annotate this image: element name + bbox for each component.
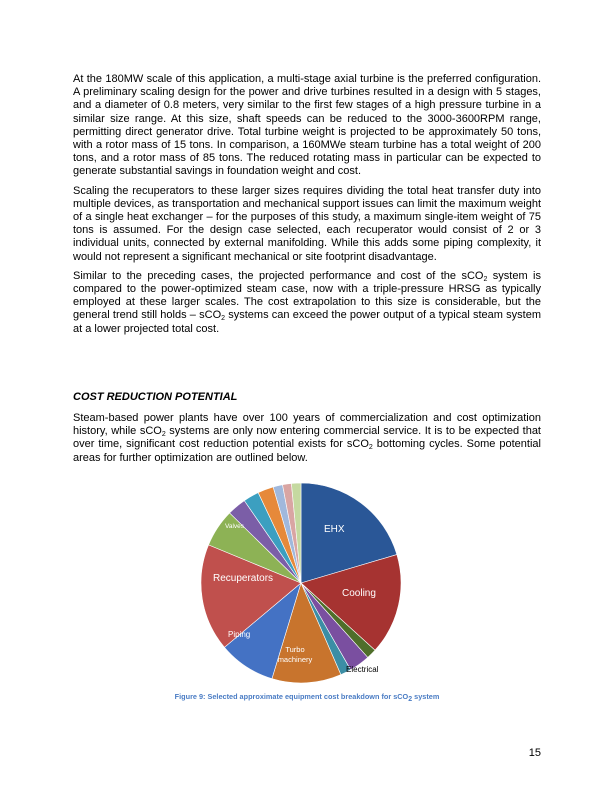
paragraph-recuperators: Scaling the recuperators to these larger sizes requires dividing the total heat transfer duty into multiple devices, as transportation and mechanical support issues can limit the maximum weight of a single heat exchanger – for the purposes of this study, a maximum single-item weight of 75 tons is assumed. For the design case selected, each recuperator would consist of 2 or 3 individual units, connected by external manifolding. While this adds some piping complexity, it would not represent a significant mechanical or site footprint disadvantage. xyxy=(73,184,541,263)
p3-text-a: Similar to the preceding cases, the projected performance and cost of the sCO xyxy=(73,269,484,282)
label-ehx: EHX xyxy=(324,524,345,535)
caption-text-a: Figure 9: Selected approximate equipment cost breakdown for sCO xyxy=(174,692,409,701)
paragraph-comparison xyxy=(73,270,541,336)
figure-caption xyxy=(73,692,541,701)
label-recuperators: Recuperators xyxy=(213,573,274,584)
label-valves: Valves xyxy=(225,523,245,530)
p3-text-b: system is compared to the power-optimized steam case, now with a triple-pressure HRSG as typically employed at these larger scales. The cost extrapolation to this size is considerable, but the general trend still holds – sCO xyxy=(73,269,541,322)
p4-text-b: systems are only now entering commercial service. It is to be expected that over time, significant cost reduction potential exists for sCO xyxy=(73,425,541,451)
label-electrical: Electrical xyxy=(346,665,379,674)
p4-text-c: bottoming cycles. Some potential areas for further optimization are outlined below. xyxy=(73,438,541,464)
subscript-2: 2 xyxy=(161,431,166,439)
label-cooling: Cooling xyxy=(342,588,376,599)
subscript-2: 2 xyxy=(408,696,413,703)
caption-text-b: system xyxy=(412,692,440,701)
subscript-2: 2 xyxy=(483,275,488,283)
p3-text-c: systems can exceed the power output of a typical steam system at a lower projected total cost. xyxy=(73,309,541,335)
body-text xyxy=(73,73,541,336)
label-piping: Piping xyxy=(228,630,251,639)
label-turbo-line2: machinery xyxy=(277,655,313,664)
page-number: 15 xyxy=(528,747,541,759)
subscript-2: 2 xyxy=(368,444,373,452)
p4-text-a: Steam-based power plants have over 100 years of commercialization and cost optimization history, while sCO xyxy=(73,412,541,438)
subscript-2: 2 xyxy=(221,315,226,323)
paragraph-cost-reduction xyxy=(73,412,541,465)
cost-pie-chart xyxy=(196,478,410,688)
section-heading: COST REDUCTION POTENTIAL xyxy=(73,391,238,403)
paragraph-turbine: At the 180MW scale of this application, a multi-stage axial turbine is the preferred configuration. A preliminary scaling design for the power and drive turbines resulted in a design with 5 stages, and a diameter of 0.8 meters, very similar to the first few stages of a high pressure turbine in a similar size range. At this size, shaft speeds can be reduced to the 3000-3600RPM range, permitting direct generator drive. Total turbine weight is projected to be approximately 50 tons, with a rotor mass of 15 tons. In comparison, a 160MWe steam turbine has a total weight of 200 tons, and a rotor mass of 85 tons. The reduced rotating mass in particular can be expected to generate substantial savings in foundation weight and cost. xyxy=(73,73,541,178)
label-turbo-line1: Turbo xyxy=(285,645,305,654)
body-text-2 xyxy=(73,412,541,465)
